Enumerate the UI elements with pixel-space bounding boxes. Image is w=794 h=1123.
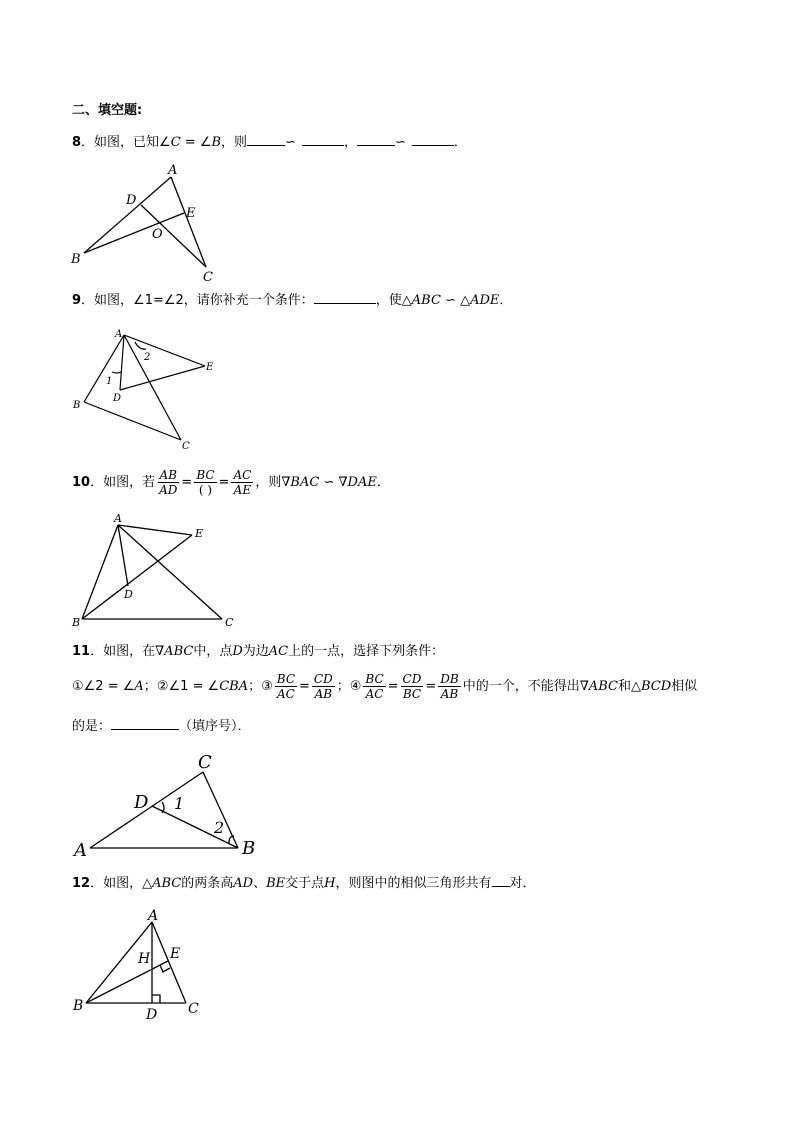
figure-q8 [0,155,794,295]
label-h: H [138,951,151,967]
q10-tri2: ∇DAE [338,475,377,490]
label-d: D [126,193,137,208]
question-number: 12 [72,876,91,891]
label-a: A [74,840,87,861]
answer-blank[interactable] [357,145,395,146]
question-10: 10．如图，若 $\frac{AB}{AD}$ = $\frac{BC}{( )}$ = $\frac{AC}{AE}$ ，则∇BAC ∽ ∇DAE． [72,468,390,497]
fraction: $\frac{AB}{AD}$ [159,468,178,497]
q9-period: ． [499,293,513,308]
label-a: A [115,329,123,340]
answer-blank[interactable] [492,886,510,887]
question-12: 12．如图，△ABC的两条高AD、BE交于点H，则图中的相似三角形共有 对． [72,876,536,891]
label-a: A [148,908,159,924]
label-b: B [72,616,81,629]
label-o: O [152,227,163,242]
label-2: 2 [144,352,151,363]
label-d: D [134,792,149,813]
question-11: 11．如图，在∇ABC中，点D为边AC上的一点，选择下列条件： [72,644,445,659]
question-8 [72,134,467,152]
q9-abc: ABC [411,293,441,308]
q8-angle-b: B [211,135,222,150]
figure-q10 [0,508,794,633]
figure-q11 [0,748,794,863]
answer-blank[interactable] [412,145,454,146]
label-c: C [198,752,212,773]
figure-q12 [0,903,794,1023]
q9-text-b: ，使△ [375,293,412,308]
question-11-line3: 的是： （填序号）． [72,719,251,734]
q8-period: ． [453,135,467,150]
question-number: 11 [72,644,91,659]
label-b: B [71,252,81,267]
fraction: $\frac{CD}{BC}$ [402,672,422,701]
label-d: D [146,1007,158,1023]
q9-text-a: ．如图，∠1=∠2，请你补充一个条件： [81,293,314,308]
label-1: 1 [106,376,113,387]
label-b: B [73,400,81,411]
q9-ade: ADE [470,293,500,308]
q8-text-b: ，则 [221,135,248,150]
answer-blank[interactable] [314,303,376,304]
label-b: B [242,838,256,859]
fraction: $\frac{BC}{AC}$ [276,672,296,701]
label-e: E [206,362,214,373]
q10-text-b: ，则 [255,475,282,490]
label-c: C [225,616,234,629]
question-number: 10 [72,475,91,490]
q8-comma: ， [343,135,357,150]
q8-angle-c: C [170,135,181,150]
label-a: A [168,163,178,178]
label-c: C [203,270,213,285]
fraction: $\frac{CD}{AB}$ [313,672,333,701]
label-e: E [170,946,181,962]
label-c: C [188,1001,199,1017]
label-2: 2 [214,818,225,837]
q9-sim: ∽ △ [440,293,471,308]
question-number: 9 [72,293,82,308]
label-a: A [114,512,122,525]
q8-sim: ∽ [285,135,296,150]
label-b: B [73,998,84,1014]
label-e: E [195,527,204,540]
label-e: E [186,206,196,221]
question-11-conditions: ①∠2 = ∠A；②∠1 = ∠CBA；③ $\frac{BC}{AC}$ = $\frac{CD}{AB}$ ；④ $\frac{BC}{AC}$ = $\frac{CD}{BC}$ = $\frac{DB}{AB}$ 中的一个，不能得出∇ABC和△BCD相似 [72,672,698,701]
answer-blank[interactable] [247,145,285,146]
answer-blank[interactable] [302,145,344,146]
question-number: 8 [72,135,82,150]
q10-tri1: ∇BAC [281,475,320,490]
figure-q9 [0,318,794,458]
fraction: $\frac{AC}{AE}$ [233,468,252,497]
q8-text-a: ．如图，已知∠ [81,135,171,150]
label-c: C [182,441,190,452]
q10-text-a: ．如图，若 [90,475,156,490]
question-9 [72,292,512,310]
fraction: $\frac{BC}{AC}$ [365,672,384,701]
label-d: D [124,588,133,601]
label-1: 1 [174,794,185,813]
section-title: 二、填空题: [72,103,143,118]
fraction: $\frac{DB}{AB}$ [440,672,459,701]
answer-blank[interactable] [111,729,179,730]
fraction: $\frac{BC}{( )}$ [196,468,215,497]
q8-sim: ∽ [394,135,406,150]
q8-eq: = ∠ [180,135,212,150]
label-d: D [113,393,122,404]
